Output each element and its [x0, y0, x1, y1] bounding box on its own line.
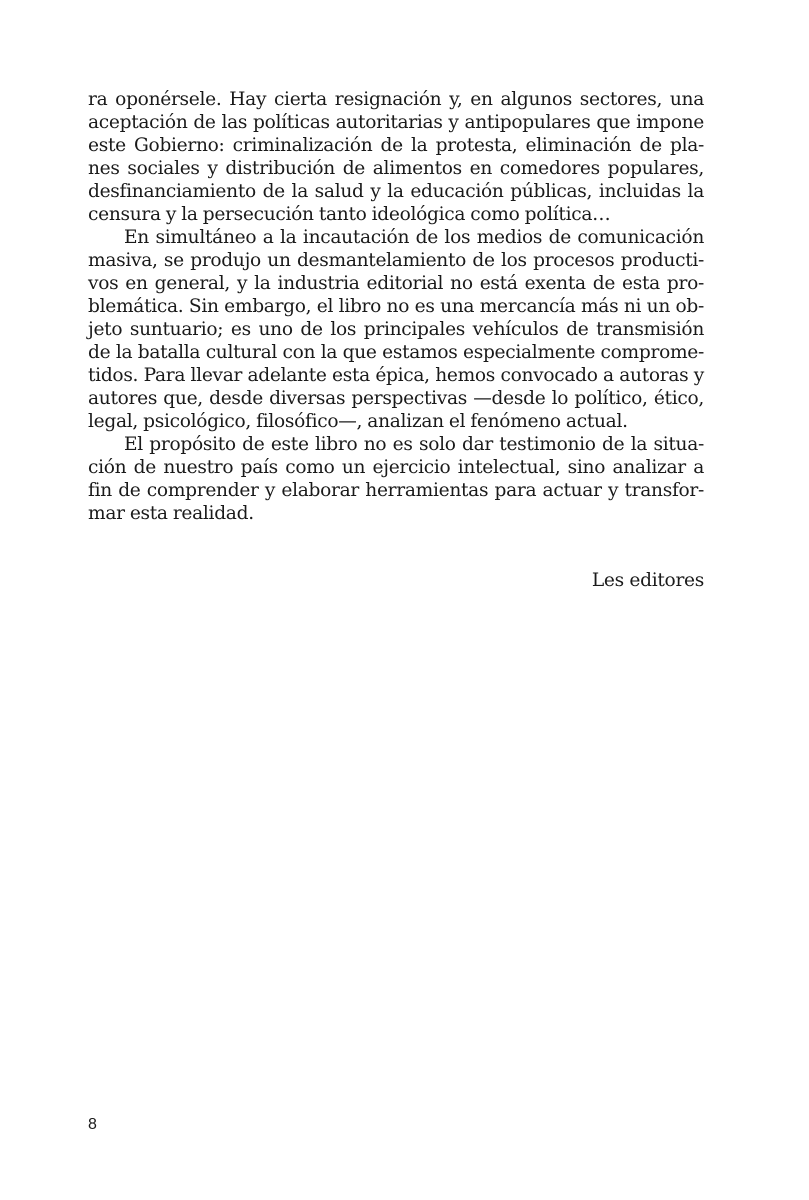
signature: Les editores: [591, 570, 704, 591]
paragraph: [88, 88, 704, 226]
text-line: fin de comprender y elaborar herramientas para actuar y transfor-: [88, 480, 704, 501]
text-line: vos en general, y la industria editorial no está exenta de esta pro-: [88, 273, 704, 294]
text-line: ción de nuestro país como un ejercicio intelectual, sino analizar a: [88, 457, 704, 478]
text-line: este Gobierno: criminalización de la protesta, eliminación de pla-: [88, 135, 704, 156]
text-line: En simultáneo a la incautación de los medios de comunicación: [124, 227, 704, 248]
text-line: aceptación de las políticas autoritarias y antipopulares que impone: [88, 112, 704, 133]
text-line: autores que, desde diversas perspectivas —desde lo político, ético,: [88, 388, 704, 409]
paragraph: [88, 226, 704, 433]
text-line: El propósito de este libro no es solo dar testimonio de la situa-: [124, 434, 704, 455]
text-line: ra oponérsele. Hay cierta resignación y, en algunos sectores, una: [88, 89, 704, 110]
text-line: blemática. Sin embargo, el libro no es una mercancía más ni un ob-: [88, 296, 704, 317]
text-line: tidos. Para llevar adelante esta épica, hemos convocado a autoras y: [88, 365, 704, 386]
text-line: censura y la persecución tanto ideológica como política…: [88, 204, 611, 225]
paragraph: [88, 433, 704, 525]
page-number: 8: [88, 1116, 97, 1133]
text-line: de la batalla cultural con la que estamos especialmente comprome-: [88, 342, 704, 363]
text-line: masiva, se produjo un desmantelamiento de los procesos producti-: [88, 250, 704, 271]
text-line: jeto suntuario; es uno de los principales vehículos de transmisión: [88, 319, 704, 340]
text-line: nes sociales y distribución de alimentos en comedores populares,: [88, 158, 704, 179]
body-text: [88, 88, 704, 525]
text-line: legal, psicológico, filosófico—, analizan el fenómeno actual.: [88, 411, 628, 432]
text-line: desfinanciamiento de la salud y la educación públicas, incluidas la: [88, 181, 704, 202]
text-line: mar esta realidad.: [88, 503, 254, 524]
